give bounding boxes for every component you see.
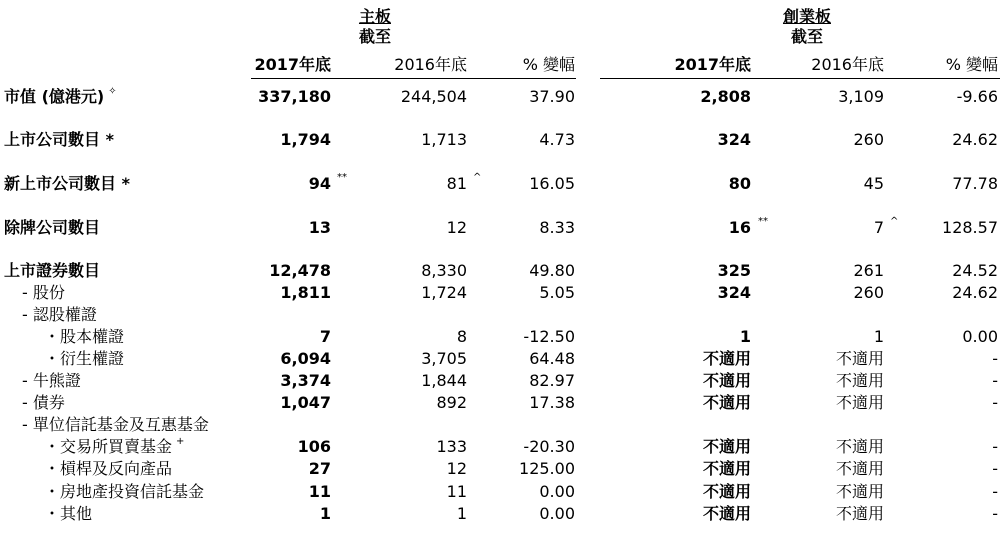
cell-main-2016: 81 <box>446 174 467 193</box>
cell-gem-change: 77.78 <box>952 174 998 193</box>
label-footnote-mark: ✧ <box>108 86 117 97</box>
gem-board-group-header <box>772 7 842 47</box>
gem-board-header-rule <box>600 78 1000 79</box>
cell-gem-change: - <box>992 393 998 412</box>
cell-main-2017: 7 <box>319 327 331 346</box>
cell-gem-change: - <box>992 482 998 501</box>
cell-main-2017: 106 <box>297 437 331 456</box>
table-row <box>0 413 1005 437</box>
cell-gem-change: 24.62 <box>952 283 998 302</box>
row-label: 市值 (億港元) ✧ <box>4 86 117 106</box>
cell-main-change: 0.00 <box>539 482 575 501</box>
table-row <box>0 259 1005 283</box>
footnote-mark: ^ <box>890 216 899 227</box>
cell-gem-change: - <box>992 459 998 478</box>
cell-gem-change: 128.57 <box>942 218 998 237</box>
row-label: - 單位信託基金及互惠基金 <box>22 415 209 434</box>
cell-main-2016: 892 <box>436 393 467 412</box>
cell-main-2017: 1,794 <box>280 130 331 149</box>
cell-main-change: -12.50 <box>523 327 575 346</box>
table-row <box>0 369 1005 393</box>
cell-main-2016: 12 <box>446 459 467 478</box>
cell-gem-2017: 80 <box>728 174 751 193</box>
col-gem-2016: 2016年底 <box>811 55 884 74</box>
gem-board-as-at: 截至 <box>790 27 823 46</box>
cell-main-2017: 13 <box>308 218 331 237</box>
col-main-2017: 2017年底 <box>254 55 331 74</box>
col-main-2016: 2016年底 <box>394 55 467 74</box>
cell-main-change: 49.80 <box>529 261 575 280</box>
cell-gem-2017: 324 <box>717 283 751 302</box>
row-label: ・股本權證 <box>44 327 125 346</box>
cell-gem-2016: 不適用 <box>835 349 884 368</box>
cell-main-change: 17.38 <box>529 393 575 412</box>
table-row <box>0 325 1005 349</box>
table-row <box>0 480 1005 504</box>
cell-gem-change: 0.00 <box>962 327 998 346</box>
footnote-mark: ^ <box>473 172 482 183</box>
row-label: - 牛熊證 <box>22 371 81 390</box>
cell-gem-2016: 7 <box>873 218 884 237</box>
cell-gem-2017: 不適用 <box>702 459 751 478</box>
cell-main-2016: 1,844 <box>421 371 467 390</box>
cell-main-2017: 1,047 <box>280 393 331 412</box>
cell-main-change: 8.33 <box>539 218 575 237</box>
cell-gem-2017: 不適用 <box>702 437 751 456</box>
row-label: 新上市公司數目 * <box>4 174 130 193</box>
cell-main-2017: 1,811 <box>280 283 331 302</box>
cell-gem-2016: 3,109 <box>838 87 884 106</box>
cell-main-change: 4.73 <box>539 130 575 149</box>
cell-main-2017: 337,180 <box>258 87 331 106</box>
cell-gem-2016: 不適用 <box>835 371 884 390</box>
cell-main-2016: 11 <box>446 482 467 501</box>
cell-gem-2016: 260 <box>853 283 884 302</box>
cell-gem-2017: 16 <box>728 218 751 237</box>
cell-gem-2016: 261 <box>853 261 884 280</box>
cell-main-2017: 3,374 <box>280 371 331 390</box>
cell-main-2017: 94 <box>308 174 331 193</box>
cell-main-change: 37.90 <box>529 87 575 106</box>
table-row <box>0 502 1005 526</box>
table-row <box>0 391 1005 415</box>
cell-main-2017: 12,478 <box>269 261 331 280</box>
table-row <box>0 128 1005 152</box>
cell-gem-2017: 2,808 <box>700 87 751 106</box>
cell-main-change: 82.97 <box>529 371 575 390</box>
row-label: - 債券 <box>22 393 65 412</box>
cell-gem-2017: 324 <box>717 130 751 149</box>
cell-gem-change: -9.66 <box>956 87 998 106</box>
cell-main-change: -20.30 <box>523 437 575 456</box>
row-label: 上市證券數目 <box>4 261 101 280</box>
row-label: ・槓桿及反向產品 <box>44 459 173 478</box>
cell-gem-2016: 不適用 <box>835 482 884 501</box>
main-board-title: 主板 <box>358 7 391 26</box>
table-row <box>0 347 1005 371</box>
cell-gem-2016: 45 <box>863 174 884 193</box>
cell-main-2016: 1,724 <box>421 283 467 302</box>
main-board-group-header <box>340 7 410 47</box>
cell-gem-change: - <box>992 371 998 390</box>
row-label: ・房地產投資信託基金 <box>44 482 205 501</box>
cell-main-2016: 1 <box>456 504 467 523</box>
cell-gem-2017: 不適用 <box>702 349 751 368</box>
cell-main-2016: 3,705 <box>421 349 467 368</box>
table-row <box>0 303 1005 327</box>
main-board-as-at: 截至 <box>358 27 391 46</box>
cell-gem-2017: 不適用 <box>702 393 751 412</box>
main-board-header-rule <box>251 78 576 79</box>
gem-board-title: 創業板 <box>782 7 831 26</box>
row-label: - 股份 <box>22 283 65 302</box>
cell-gem-2017: 1 <box>739 327 751 346</box>
cell-gem-change: - <box>992 504 998 523</box>
table-row <box>0 457 1005 481</box>
cell-gem-2016: 不適用 <box>835 459 884 478</box>
row-label: ・衍生權證 <box>44 349 125 368</box>
cell-gem-2017: 不適用 <box>702 504 751 523</box>
cell-gem-2016: 260 <box>853 130 884 149</box>
row-label: - 認股權證 <box>22 305 97 324</box>
footnote-mark: ** <box>758 216 768 227</box>
footnote-mark: ** <box>337 172 347 183</box>
label-footnote-mark: + <box>176 436 185 447</box>
cell-gem-2017: 不適用 <box>702 482 751 501</box>
row-label: ・其他 <box>44 504 93 523</box>
col-gem-2017: 2017年底 <box>674 55 751 74</box>
row-label: 上市公司數目 * <box>4 130 114 149</box>
cell-main-2017: 27 <box>308 459 331 478</box>
cell-main-2016: 133 <box>436 437 467 456</box>
table-row <box>0 85 1005 109</box>
cell-gem-2017: 不適用 <box>702 371 751 390</box>
table-row <box>0 435 1005 459</box>
row-label: 除牌公司數目 <box>4 218 101 237</box>
cell-gem-change: - <box>992 349 998 368</box>
table-row <box>0 172 1005 196</box>
cell-main-2016: 244,504 <box>400 87 467 106</box>
cell-main-2017: 1 <box>319 504 331 523</box>
cell-main-2016: 12 <box>446 218 467 237</box>
table-row <box>0 281 1005 305</box>
cell-gem-change: 24.52 <box>952 261 998 280</box>
cell-main-change: 0.00 <box>539 504 575 523</box>
cell-main-2016: 1,713 <box>421 130 467 149</box>
cell-main-2017: 11 <box>308 482 331 501</box>
cell-main-change: 64.48 <box>529 349 575 368</box>
cell-gem-2017: 325 <box>717 261 751 280</box>
col-gem-change: % 變幅 <box>945 55 998 74</box>
cell-main-2016: 8 <box>456 327 467 346</box>
cell-main-2016: 8,330 <box>421 261 467 280</box>
cell-main-2017: 6,094 <box>280 349 331 368</box>
cell-main-change: 5.05 <box>539 283 575 302</box>
row-label: ・交易所買賣基金 + <box>44 436 185 456</box>
cell-gem-2016: 不適用 <box>835 393 884 412</box>
cell-gem-change: - <box>992 437 998 456</box>
cell-gem-2016: 1 <box>873 327 884 346</box>
cell-main-change: 16.05 <box>529 174 575 193</box>
cell-gem-2016: 不適用 <box>835 504 884 523</box>
cell-main-change: 125.00 <box>519 459 575 478</box>
col-main-change: % 變幅 <box>522 55 575 74</box>
cell-gem-change: 24.62 <box>952 130 998 149</box>
table-row <box>0 216 1005 240</box>
cell-gem-2016: 不適用 <box>835 437 884 456</box>
